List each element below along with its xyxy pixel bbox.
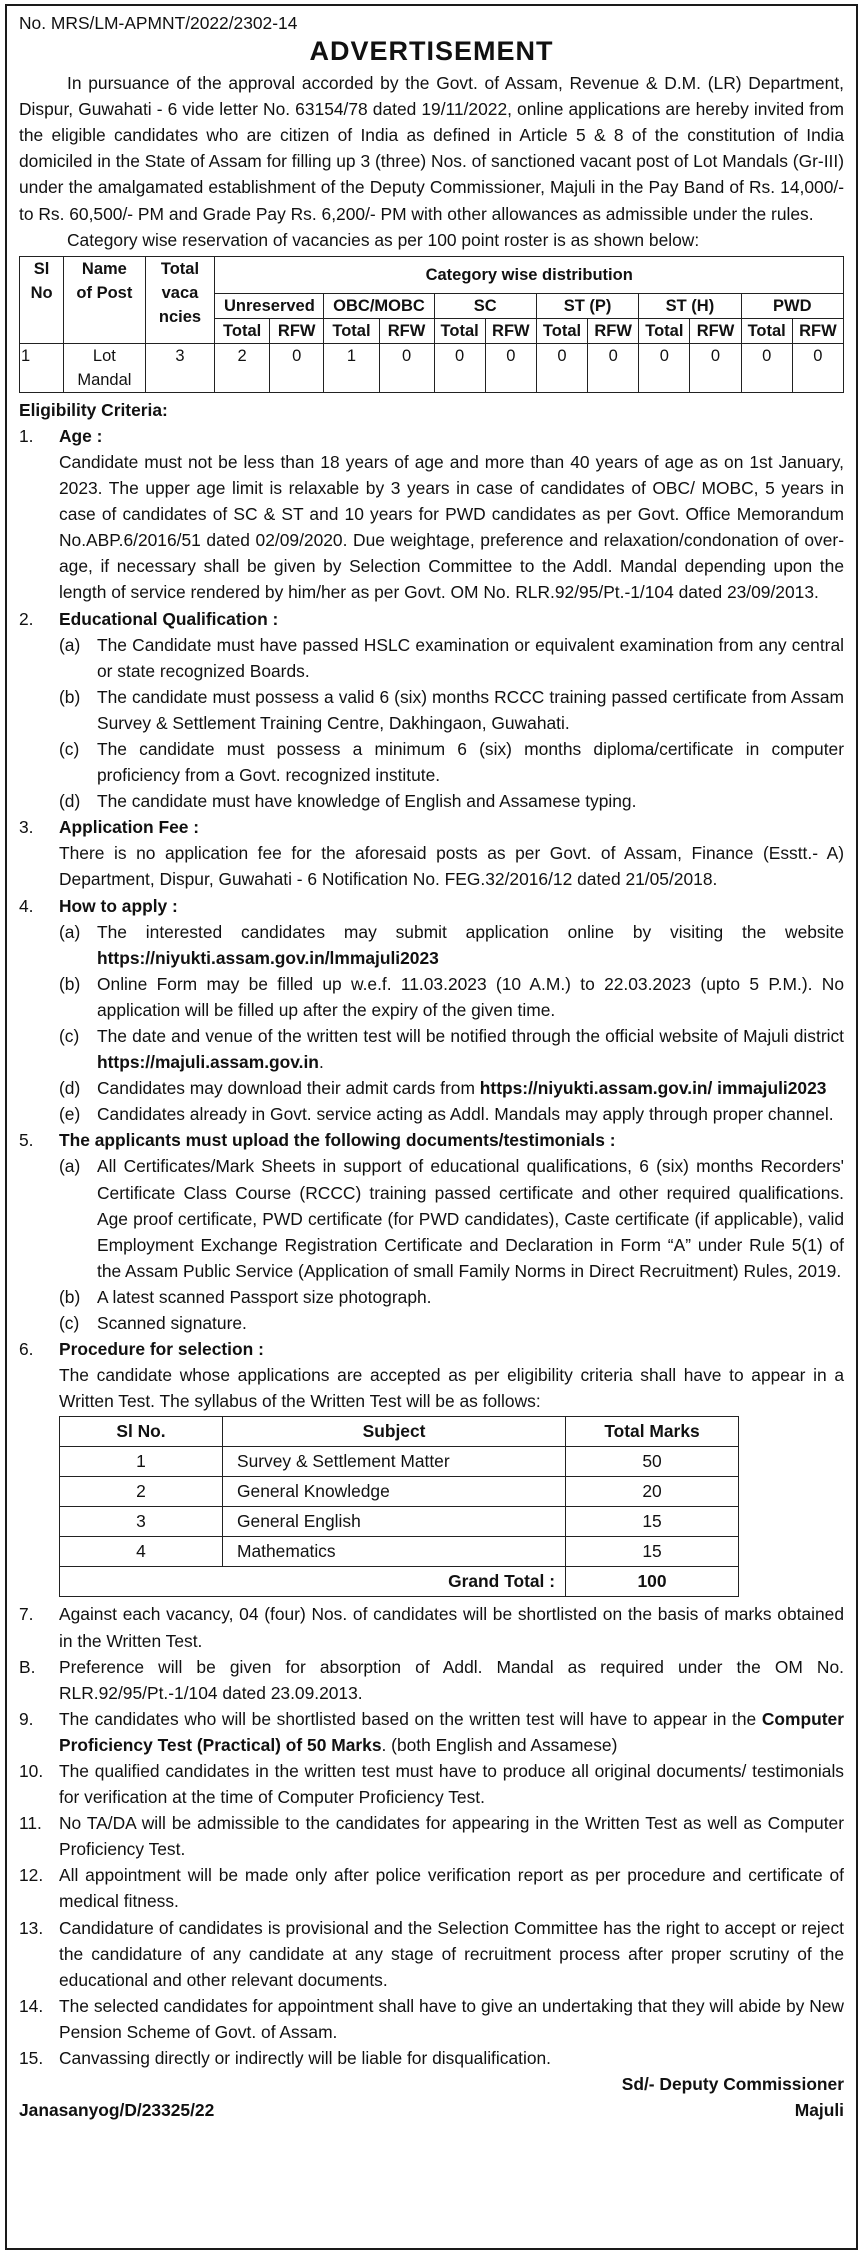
item-label: (b) xyxy=(59,1286,81,1307)
sub-rfw: RFW xyxy=(379,318,434,343)
sub-rfw: RFW xyxy=(269,318,324,343)
category-pwd: PWD xyxy=(741,293,843,318)
sub-rfw: RFW xyxy=(792,318,843,343)
row-value: 0 xyxy=(536,343,587,392)
list-item xyxy=(19,2045,844,2071)
grand-total-label: Grand Total : xyxy=(223,1567,566,1597)
item-text: Candidature of candidates is provisional and the Selection Committee has the right to accept or reject the candidature of any candidate at any stage of recruitment process after proper scrutiny of the educational and other relevant documents. xyxy=(59,1917,844,1990)
list-item xyxy=(59,1284,844,1310)
row-value: 0 xyxy=(690,343,741,392)
sub-total: Total xyxy=(639,318,690,343)
item-text: The interested candidates may submit application online by visiting the website xyxy=(97,921,844,942)
section-text: Candidate must not be less than 18 years of age and more than 40 years of age as on 1st January, 2023. The upper age limit is relaxable by 3 years in case of candidates of OBC/ MOBC, 5 years in case of candidates of SC & ST and 10 years for PWD candidates as per Govt. Office Memorandum No.ABP.6/2016/51 dated 02/09/2020. Due weightage, preference and relaxation/condonation of over-age, if necessary shall be given by Selection Committee to the Addl. Mandal depending upon the length of service rendered by him/her as per Govt. OM No. RLR.92/95/Pt.-1/104 dated 23/09/2013. xyxy=(59,451,844,603)
row-post-line1: Lot xyxy=(92,346,116,365)
publication-code: Janasanyog/D/23325/22 xyxy=(19,2100,215,2121)
item-number: 7. xyxy=(19,1604,34,1625)
sub-total: Total xyxy=(741,318,792,343)
item-text: The date and venue of the written test will be notified through the official website of Majuli district xyxy=(97,1026,844,1046)
row-post-line2: Mandal xyxy=(77,370,132,389)
section-number: 3. xyxy=(19,817,34,838)
section-title: Application Fee : xyxy=(59,817,200,838)
sub-rfw: RFW xyxy=(588,318,639,343)
sub-total: Total xyxy=(324,318,379,343)
section-number: 6. xyxy=(19,1339,34,1360)
signature-office: Majuli xyxy=(794,2100,844,2121)
header-subject: Subject xyxy=(223,1417,566,1447)
row-sl: 1 xyxy=(20,343,64,392)
list-item xyxy=(59,1153,844,1283)
reservation-table xyxy=(19,256,844,393)
row-post xyxy=(64,343,145,392)
list-item xyxy=(19,1654,844,1706)
row-value: 0 xyxy=(269,343,324,392)
item-text: The qualified candidates in the written test must have to produce all original documents/ testimonials for verification at the time of Computer Proficiency Test. xyxy=(59,1760,844,1808)
header-vaca: vaca xyxy=(161,283,199,302)
header-sl: Sl xyxy=(33,259,50,278)
item-number: 12. xyxy=(19,1865,44,1886)
item-number: 11. xyxy=(19,1813,42,1834)
page-title: ADVERTISEMENT xyxy=(309,36,554,67)
eligibility-heading: Eligibility Criteria: xyxy=(19,399,168,420)
item-text: The candidates who will be shortlisted based on the written test will have to appear in the xyxy=(59,1708,757,1729)
row-sl: 2 xyxy=(60,1477,223,1507)
row-subject: General Knowledge xyxy=(223,1477,566,1507)
item-text-bold: Computer Proficiency Test (Practical) of 50 Marks xyxy=(59,1708,844,1755)
item-text: Against each vacancy, 04 (four) Nos. of candidates will be shortlisted on the basis of marks obtained in the Written Test. xyxy=(59,1604,844,1651)
intro-paragraph: In pursuance of the approval accorded by the Govt. of Assam, Revenue & D.M. (LR) Department, Dispur, Guwahati - 6 vide letter No. 63154/78 dated 19/11/2022, online applications are hereby invited from the eligible candidates who are citizen of India as defined in Article 5 & 8 of the constitution of India domiciled in the State of Assam for filling up 3 (three) Nos. of sanctioned vacant post of Lot Mandals (Gr-III) under the amalgamated establishment of the Deputy Commissioner, Majuli in the Pay Band of Rs. 14,000/- to Rs. 60,500/- PM and Grade Pay Rs. 6,200/- PM with other allowances as admissible under the rules. xyxy=(19,73,844,224)
table-row xyxy=(60,1507,739,1537)
admit-card-link[interactable]: https://niyukti.assam.gov.in/ immajuli2023 xyxy=(479,1078,827,1099)
section-text: The candidate whose applications are accepted as per eligibility criteria shall have to appear in a Written Test. The syllabus of the Written Test will be as follows: xyxy=(59,1365,844,1412)
item-text-end: . xyxy=(318,1052,324,1073)
header-sl-no: Sl No. xyxy=(60,1417,223,1447)
list-item xyxy=(59,788,844,814)
section-number: 4. xyxy=(19,895,34,916)
item-number: 13. xyxy=(19,1917,44,1938)
list-item xyxy=(19,1862,844,1914)
header-total-vacancies xyxy=(145,256,215,343)
sub-total: Total xyxy=(536,318,587,343)
item-text: No TA/DA will be admissible to the candidates for appearing in the Written Test as well as Computer Proficiency Test. xyxy=(59,1813,844,1860)
blank-cell xyxy=(60,1567,223,1597)
category-unreserved: Unreserved xyxy=(215,293,324,318)
district-website-link[interactable]: https://majuli.assam.gov.in xyxy=(97,1052,319,1073)
item-label: (a) xyxy=(59,1156,81,1177)
row-marks: 20 xyxy=(566,1477,739,1507)
header-total-marks: Total Marks xyxy=(566,1417,739,1447)
table-row xyxy=(20,343,844,392)
item-label: (a) xyxy=(59,634,81,655)
list-item xyxy=(19,1915,844,1993)
category-st-p: ST (P) xyxy=(536,293,638,318)
table-row xyxy=(60,1537,739,1567)
list-item xyxy=(59,632,844,684)
section-number: 2. xyxy=(19,608,34,629)
category-intro: Category wise reservation of vacancies as per 100 point roster is as shown below: xyxy=(67,229,700,250)
header-no: No xyxy=(30,283,53,302)
item-label: (c) xyxy=(59,1026,80,1046)
item-label: (c) xyxy=(59,1313,80,1334)
section-number: 1. xyxy=(19,425,34,446)
header-ncies: ncies xyxy=(158,307,202,326)
item-label: (d) xyxy=(59,1078,81,1099)
row-value: 0 xyxy=(434,343,485,392)
item-text: Candidates may download their admit cards from xyxy=(97,1078,475,1099)
item-label: (d) xyxy=(59,791,81,812)
row-subject: Mathematics xyxy=(223,1537,566,1567)
row-value: 0 xyxy=(792,343,843,392)
table-row xyxy=(60,1477,739,1507)
item-label: (b) xyxy=(59,686,81,707)
sub-rfw: RFW xyxy=(690,318,741,343)
row-sl: 1 xyxy=(60,1447,223,1477)
section-title: Procedure for selection : xyxy=(59,1339,264,1360)
section-title: Educational Qualification : xyxy=(59,608,279,629)
list-item xyxy=(59,736,844,788)
list-item xyxy=(59,1310,844,1336)
item-text: Canvassing directly or indirectly will be liable for disqualification. xyxy=(59,2048,551,2068)
list-item xyxy=(59,919,844,971)
advertisement-page xyxy=(5,4,858,2250)
signature-block xyxy=(19,2097,844,2123)
item-number: 10. xyxy=(19,1760,44,1781)
item-text: Online Form may be filled up w.e.f. 11.03.2023 (10 A.M.) to 22.03.2023 (upto 5 P.M.). No application will be filled up after the expiry of the given time. xyxy=(97,973,844,1020)
header-name: Name xyxy=(81,259,127,278)
row-subject: Survey & Settlement Matter xyxy=(223,1447,566,1477)
item-text: Scanned signature. xyxy=(97,1313,247,1334)
syllabus-table xyxy=(59,1416,739,1597)
website-link[interactable]: https://niyukti.assam.gov.in/lmmajuli2023 xyxy=(97,947,439,968)
item-label: (c) xyxy=(59,738,80,759)
sub-total: Total xyxy=(215,318,270,343)
row-value: 0 xyxy=(639,343,690,392)
row-marks: 15 xyxy=(566,1507,739,1537)
item-number: 15. xyxy=(19,2048,44,2068)
item-text-end: . (both English and Assamese) xyxy=(381,1734,618,1755)
list-item xyxy=(59,1101,844,1127)
category-obc-mobc: OBC/MOBC xyxy=(324,293,434,318)
row-subject: General English xyxy=(223,1507,566,1537)
row-value: 0 xyxy=(485,343,536,392)
row-value: 0 xyxy=(379,343,434,392)
header-of-post: of Post xyxy=(76,283,133,302)
list-item xyxy=(19,1993,844,2045)
section-title: How to apply : xyxy=(59,895,178,916)
item-text: All appointment will be made only after police verification report as per procedure and certificate of medical fitness. xyxy=(59,1865,844,1912)
item-label: (a) xyxy=(59,921,81,942)
item-text: All Certificates/Mark Sheets in support of educational qualifications, 6 (six) months Recorders' Certificate Class Course (RCCC) training passed certificate and other required qualifications. Age proof certificate, PWD certificate (for PWD candidates), Caste certificate (if applicable), valid Employment Exchange Registration Certificate and Declaration in Form “A” under Rule 5(1) of the Assam Public Service (Application of small Family Norms in Direct Recruitment) Rules, 2019. xyxy=(97,1156,844,1281)
grand-total-value: 100 xyxy=(566,1567,739,1597)
list-item xyxy=(59,971,844,1023)
item-text: The Candidate must have passed HSLC examination or equivalent examination from any central or state recognized Boards. xyxy=(97,634,844,681)
list-item xyxy=(19,1706,844,1758)
row-sl: 4 xyxy=(60,1537,223,1567)
signature-title: Sd/- Deputy Commissioner xyxy=(621,2074,844,2095)
header-sl-no xyxy=(20,256,64,343)
row-total: 3 xyxy=(145,343,215,392)
item-text: The candidate must possess a valid 6 (six) months RCCC training passed certificate from Assam Survey & Settlement Training Centre, Dakhingaon, Guwahati. xyxy=(97,686,844,733)
item-text: Candidates already in Govt. service acting as Addl. Mandals may apply through proper channel. xyxy=(97,1104,834,1125)
list-item xyxy=(59,1075,844,1101)
sub-rfw: RFW xyxy=(485,318,536,343)
list-item xyxy=(59,684,844,736)
category-st-h: ST (H) xyxy=(639,293,741,318)
list-item xyxy=(19,1601,844,1653)
item-number: B. xyxy=(19,1656,36,1677)
section-educational-qualification xyxy=(19,606,844,815)
section-title: Age : xyxy=(59,425,103,446)
header-total: Total xyxy=(160,259,200,278)
list-item xyxy=(59,1023,844,1075)
list-item xyxy=(19,1758,844,1810)
table-row xyxy=(60,1447,739,1477)
item-number: 9. xyxy=(19,1708,34,1729)
row-marks: 15 xyxy=(566,1537,739,1567)
section-application-fee xyxy=(19,814,844,892)
item-text: The candidate must possess a minimum 6 (six) months diploma/certificate in computer proficiency from a Govt. recognized institute. xyxy=(97,738,844,786)
header-name-of-post xyxy=(64,256,145,343)
item-text: Preference will be given for absorption of Addl. Mandal as required under the OM No. RLR.92/95/Pt.-1/104 dated 23.09.2013. xyxy=(59,1656,844,1703)
list-item xyxy=(19,1810,844,1862)
reference-number: No. MRS/LM-APMNT/2022/2302-14 xyxy=(19,13,298,33)
row-value: 2 xyxy=(215,343,270,392)
section-how-to-apply xyxy=(19,893,844,1128)
item-label: (b) xyxy=(59,973,81,994)
item-text: The candidate must have knowledge of English and Assamese typing. xyxy=(97,791,637,812)
section-number: 5. xyxy=(19,1130,34,1151)
row-value: 1 xyxy=(324,343,379,392)
row-marks: 50 xyxy=(566,1447,739,1477)
header-category-distribution: Category wise distribution xyxy=(215,256,844,293)
item-number: 14. xyxy=(19,1995,44,2016)
category-sc: SC xyxy=(434,293,536,318)
section-title: The applicants must upload the following documents/testimonials : xyxy=(59,1130,616,1151)
section-age xyxy=(19,423,844,606)
grand-total-row xyxy=(60,1567,739,1597)
sub-total: Total xyxy=(434,318,485,343)
item-label: (e) xyxy=(59,1104,81,1125)
section-documents xyxy=(19,1127,844,1336)
section-procedure xyxy=(19,1336,844,1414)
item-text: The selected candidates for appointment shall have to give an undertaking that they will abide by New Pension Scheme of Govt. of Assam. xyxy=(59,1995,844,2042)
section-text: There is no application fee for the aforesaid posts as per Govt. of Assam, Finance (Esstt.- A) Department, Dispur, Guwahati - 6 Notification No. FEG.32/2016/12 dated 21/05/2018. xyxy=(59,843,844,890)
item-text: A latest scanned Passport size photograph. xyxy=(97,1286,432,1307)
row-value: 0 xyxy=(741,343,792,392)
row-sl: 3 xyxy=(60,1507,223,1537)
row-value: 0 xyxy=(588,343,639,392)
